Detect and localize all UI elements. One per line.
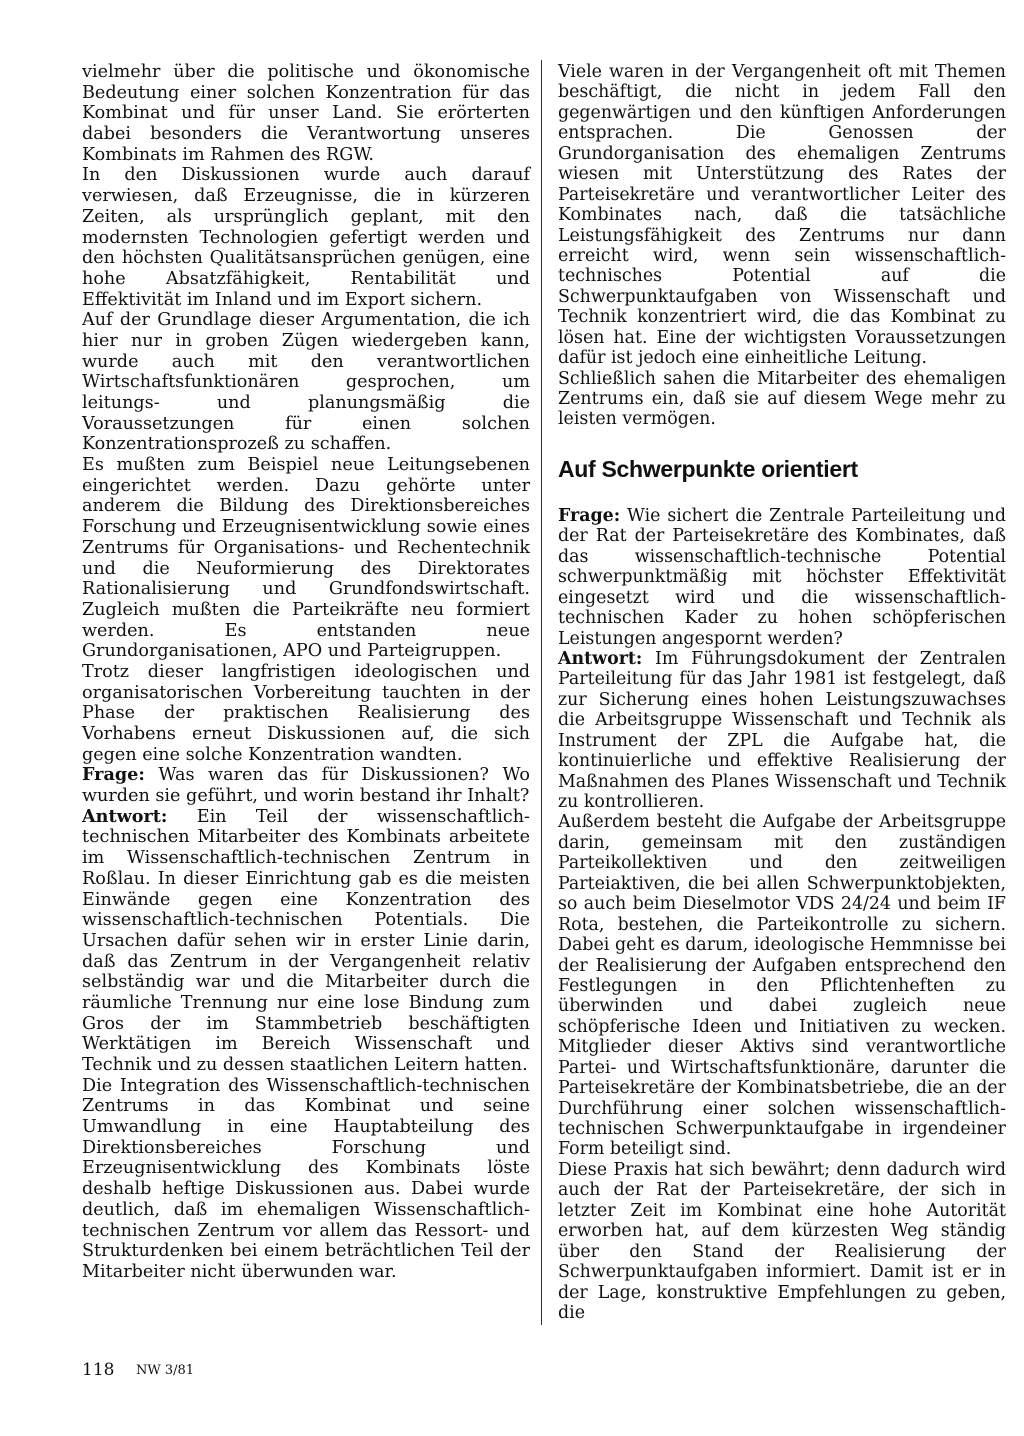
paragraph: Trotz dieser langfristigen ideologischen und organisatorischen Vorbereitung tauchten in der Phase der praktischen Realisierung des Vorhabens erneut Diskussionen auf, die sich gegen eine solche Konzentration wandten. [82,661,530,765]
question-label: Frage: [558,505,621,526]
answer-paragraph: Antwort: Ein Teil der wissenschaftlich-technischen Mitarbeiter des Kombinats arbeitete im Wissenschaftlich-technischen Zentrum in Roßlau. In dieser Einrichtung gab es die meisten Einwände gegen eine Konzentration des wissenschaftlich-technischen Potentials. Die Ursachen dafür sehen wir in erster Linie darin, daß das Zentrum in der Vergangenheit relativ selbständig war und die Mitarbeiter durch die räumliche Trennung nur eine lose Bindung zum Gros der im Stammbetrieb beschäftigten Werktätigen im Bereich Wissenschaft und Technik und zu dessen staatlichen Leitern hatten. [82,805,530,1075]
left-column [82,62,530,1283]
paragraph: Schließlich sahen die Mitarbeiter des ehemaligen Zentrums ein, daß sie auf diesem Wege mehr zu leisten vermögen. [558,368,1006,430]
paragraph: Auf der Grundlage dieser Argumentation, die ich hier nur in groben Zügen wiedergeben kann, wurde auch mit den verantwortlichen Wirtschaftsfunktionären gesprochen, um leitungs- und planungsmäßig die Voraussetzungen für einen solchen Konzentrationsprozeß zu schaffen. [82,310,530,455]
paragraph: Die Integration des Wissenschaftlich-technischen Zentrums in das Kombinat und seine Umwandlung in eine Hauptabteilung des Direktionsbereiches Forschung und Erzeugnisentwicklung des Kombinats löste deshalb heftige Diskussionen aus. Dabei wurde deutlich, daß im ehemaligen Wissenschaftlich-technischen Zentrum vor allem das Ressort- und Strukturdenken bei einem beträchtlichen Teil der Mitarbeiter nicht überwunden war. [82,1075,530,1282]
paragraph: Außerdem besteht die Aufgabe der Arbeitsgruppe darin, gemeinsam mit den zuständigen Parteikollektiven und den zeitweiligen Parteiaktiven, die bei allen Schwerpunktobjekten, so auch beim Dieselmotor VDS 24/24 und beim IF Rota, bestehen, die Parteikontrolle zu sichern. Dabei geht es darum, ideologische Hemmnisse bei der Realisierung der Aufgaben entsprechend den Festlegungen in den Pflichtenheften zu überwinden und dabei zugleich neue schöpferische Ideen und Initiativen zu wecken. Mitglieder dieser Aktivs sind verantwortliche Partei- und Wirtschaftsfunktionäre, darunter die Parteisekretäre der Kombinatsbetriebe, die an der Durchführung einer solchen wissenschaftlich-technischen Schwerpunktaufgabe in irgendeiner Form beteiligt sind. [558,812,1006,1160]
question-paragraph: Frage: Wie sichert die Zentrale Parteileitung und der Rat der Parteisekretäre des Kombinates, daß das wissenschaftlich-technische Potential schwerpunktmäßig mit höchster Effektivität eingesetzt wird und die wissenschaftlich-technischen Kader zu hohen schöpferischen Leistungen angespornt werden? [558,505,1006,649]
paragraph: Diese Praxis hat sich bewährt; denn dadurch wird auch der Rat der Parteisekretäre, der sich in letzter Zeit im Kombinat eine hohe Autorität erworben hat, auf dem kürzesten Weg ständig über den Stand der Realisierung der Schwerpunktaufgaben informiert. Damit ist er in der Lage, konstruktive Empfehlungen zu geben, die [558,1159,1006,1323]
right-column [558,62,1006,1323]
question-paragraph: Frage: Was waren das für Diskussionen? Wo wurden sie geführt, und worin bestand ihr Inhalt? [82,764,530,807]
answer-label: Antwort: [82,805,168,827]
page-number: 118 [82,1360,115,1380]
question-label: Frage: [82,764,145,786]
column-divider [541,60,542,1325]
answer-paragraph: Antwort: Im Führungsdokument der Zentralen Parteileitung für das Jahr 1981 ist festgelegt, daß zur Sicherung eines hohen Leistungszuwachses die Arbeitsgruppe Wissenschaft und Technik als Instrument der ZPL die Aufgabe hat, die kontinuierliche und effektive Realisierung der Maßnahmen des Planes Wissenschaft und Technik zu kontrollieren. [558,648,1006,812]
paragraph: Viele waren in der Vergangenheit oft mit Themen beschäftigt, die nicht in jedem Fall den gegenwärtigen und den künftigen Anforderungen entsprachen. Die Genossen der Grundorganisation des ehemaligen Zentrums wiesen mit Unterstützung des Rates der Parteisekretäre und verantwortlicher Leiter des Kombinates nach, daß die tatsächliche Leistungsfähigkeit des Zentrums nur dann erreicht wird, wenn sein wissenschaftlich-technisches Potential auf die Schwerpunktaufgaben von Wissenschaft und Technik konzentriert wird, die das Kombinat zu lösen hat. Eine der wichtigsten Voraussetzungen dafür ist jedoch eine einheitliche Leitung. [558,62,1006,369]
page-footer [82,1360,195,1380]
paragraph: In den Diskussionen wurde auch darauf verwiesen, daß Erzeugnisse, die in kürzeren Zeiten, als ursprünglich geplant, mit den modernsten Technologien gefertigt werden und den höchsten Qualitätsansprüchen genügen, eine hohe Absatzfähigkeit, Rentabilität und Effektivität im Inland und im Export sichern. [82,165,530,310]
answer-label: Antwort: [558,648,643,669]
paragraph: Es mußten zum Beispiel neue Leitungsebenen eingerichtet werden. Dazu gehörte unter anderem die Bildung des Direktionsbereiches Forschung und Erzeugnisentwicklung sowie eines Zentrums für Organisations- und Rechentechnik und die Neuformierung des Direktorates Rationalisierung und Grundfondswirtschaft. Zugleich mußten die Parteikräfte neu formiert werden. Es entstanden neue Grundorganisationen, APO und Parteigruppen. [82,455,530,662]
section-heading: Auf Schwerpunkte orientiert [558,455,858,482]
paragraph: vielmehr über die politische und ökonomische Bedeutung einer solchen Konzentration für das Kombinat und für unser Land. Sie erörterten dabei besonders die Verantwortung unseres Kombinats im Rahmen des RGW. [82,62,530,165]
issue-label: NW 3/81 [136,1363,195,1378]
